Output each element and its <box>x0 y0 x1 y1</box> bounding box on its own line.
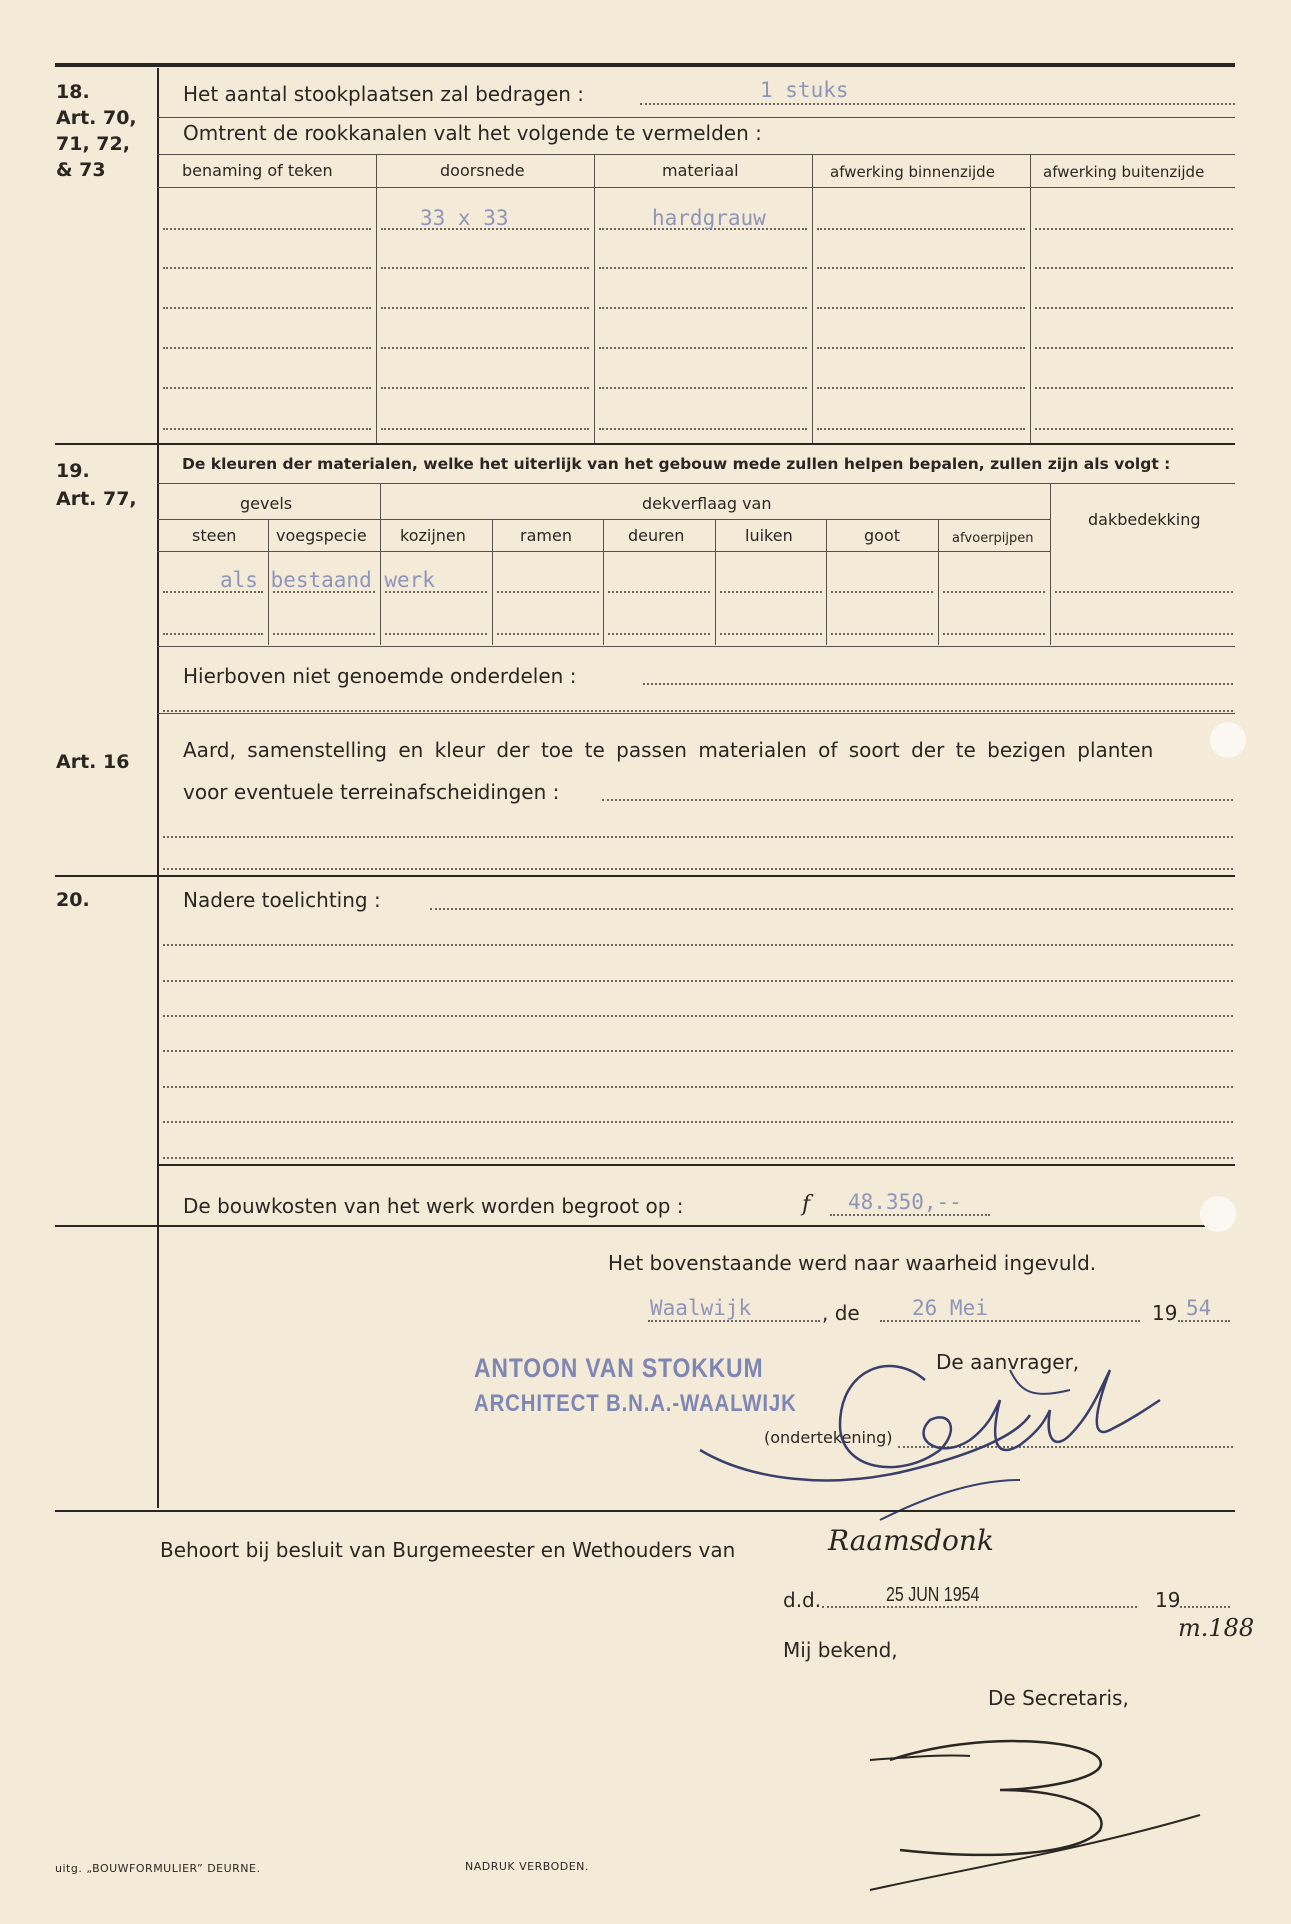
rookkanalen-label: Omtrent de rookkanalen valt het volgende te vermelden : <box>183 121 762 145</box>
col-materiaal: materiaal <box>662 161 739 180</box>
punch-hole-top <box>1210 722 1246 758</box>
secretaris-label: De Secretaris, <box>988 1686 1129 1710</box>
gemeente-value: Raamsdonk <box>828 1524 994 1557</box>
art-16-line2: voor eventuele terreinafscheidingen : <box>183 780 560 804</box>
col-kozijnen: kozijnen <box>400 526 466 545</box>
col-benaming: benaming of teken <box>182 161 333 180</box>
rookkanaal-doorsnede-value: 33 x 33 <box>420 206 509 230</box>
kleuren-value: als bestaand werk <box>220 568 435 592</box>
date-value: 26 Mei <box>912 1296 988 1320</box>
col-deuren: deuren <box>628 526 685 545</box>
besluit-note: m.188 <box>1178 1614 1255 1642</box>
left-margin-rule <box>157 68 159 1508</box>
col-afvoerpijpen: afvoerpijpen <box>952 531 1034 546</box>
bekend-label: Mij bekend, <box>783 1638 898 1662</box>
col-luiken: luiken <box>745 526 793 545</box>
place-value: Waalwijk <box>650 1296 752 1320</box>
col-afwerking-binnen: afwerking binnenzijde <box>830 163 995 181</box>
col-doorsnede: doorsnede <box>440 161 525 180</box>
section-18-number: 18. <box>56 81 90 103</box>
bouwkosten-rule <box>55 1225 1205 1227</box>
kleuren-label: De kleuren der materialen, welke het uiterlijk van het gebouw mede zullen helpen bepalen, zullen zijn als volgt : <box>182 455 1171 473</box>
top-rule <box>55 63 1235 67</box>
bouwkosten-label: De bouwkosten van het werk worden begroot op : <box>183 1194 684 1218</box>
bouwkosten-value: 48.350,-- <box>848 1190 962 1214</box>
ondertekening-label: (ondertekening) <box>764 1428 893 1447</box>
art-16-label: Art. 16 <box>56 751 130 773</box>
col-voegspecie: voegspecie <box>276 526 367 545</box>
rookkanaal-materiaal-value: hardgrauw <box>652 206 766 230</box>
gevels-header: gevels <box>240 494 293 513</box>
applicant-signature <box>690 1330 1210 1530</box>
col-ramen: ramen <box>520 526 572 545</box>
section-18-art-1: Art. 70, <box>56 107 137 129</box>
niet-genoemd-label: Hierboven niet genoemde onderdelen : <box>183 664 577 688</box>
stookplaatsen-label: Het aantal stookplaatsen zal bedragen : <box>183 82 585 106</box>
section-18-art-3: & 73 <box>56 159 106 181</box>
date-connector: , de <box>822 1301 860 1325</box>
section-20-number: 20. <box>56 889 90 911</box>
section-18-art-2: 71, 72, <box>56 133 130 155</box>
toelichting-label: Nadere toelichting : <box>183 888 381 912</box>
dd-label: d.d. <box>783 1588 822 1612</box>
art-16-line1: Aard, samenstelling en kleur der toe te passen materialen of soort der te bezigen planten <box>183 738 1154 762</box>
besluit-date-stamp: 25 JUN 1954 <box>886 1584 980 1606</box>
architect-stamp-line2: ARCHITECT B.N.A.-WAALWIJK <box>474 1390 797 1417</box>
col-goot: goot <box>864 526 901 545</box>
year-suffix: 54 <box>1186 1296 1212 1320</box>
besluit-year-prefix: 19 <box>1155 1588 1181 1612</box>
besluit-rule <box>55 1510 1235 1512</box>
section-19-rule <box>55 443 1235 445</box>
secretaris-signature <box>860 1720 1220 1900</box>
section-20-rule <box>55 875 1235 877</box>
aanvrager-label: De aanvrager, <box>936 1350 1080 1374</box>
punch-hole-bottom <box>1200 1196 1236 1232</box>
stookplaatsen-value: 1 stuks <box>760 78 849 102</box>
dekverflaag-header: dekverflaag van <box>642 494 772 513</box>
besluit-label: Behoort bij besluit van Burgemeester en Wethouders van <box>160 1538 736 1562</box>
section-19-number: 19. <box>56 460 90 482</box>
dakbedekking-header: dakbedekking <box>1088 510 1201 529</box>
stookplaatsen-line <box>640 103 1235 105</box>
col-steen: steen <box>192 526 237 545</box>
year-prefix: 19 <box>1152 1301 1178 1325</box>
currency-symbol: f <box>802 1192 811 1217</box>
col-afwerking-buiten: afwerking buitenzijde <box>1043 163 1205 181</box>
section-19-art: Art. 77, <box>56 488 137 510</box>
verklaring-text: Het bovenstaande werd naar waarheid ingevuld. <box>608 1251 1097 1275</box>
publisher-footer: uitg. „BOUWFORMULIER” DEURNE. <box>55 1862 261 1875</box>
architect-stamp-line1: ANTOON VAN STOKKUM <box>474 1353 764 1383</box>
nadruk-footer: NADRUK VERBODEN. <box>465 1860 589 1873</box>
